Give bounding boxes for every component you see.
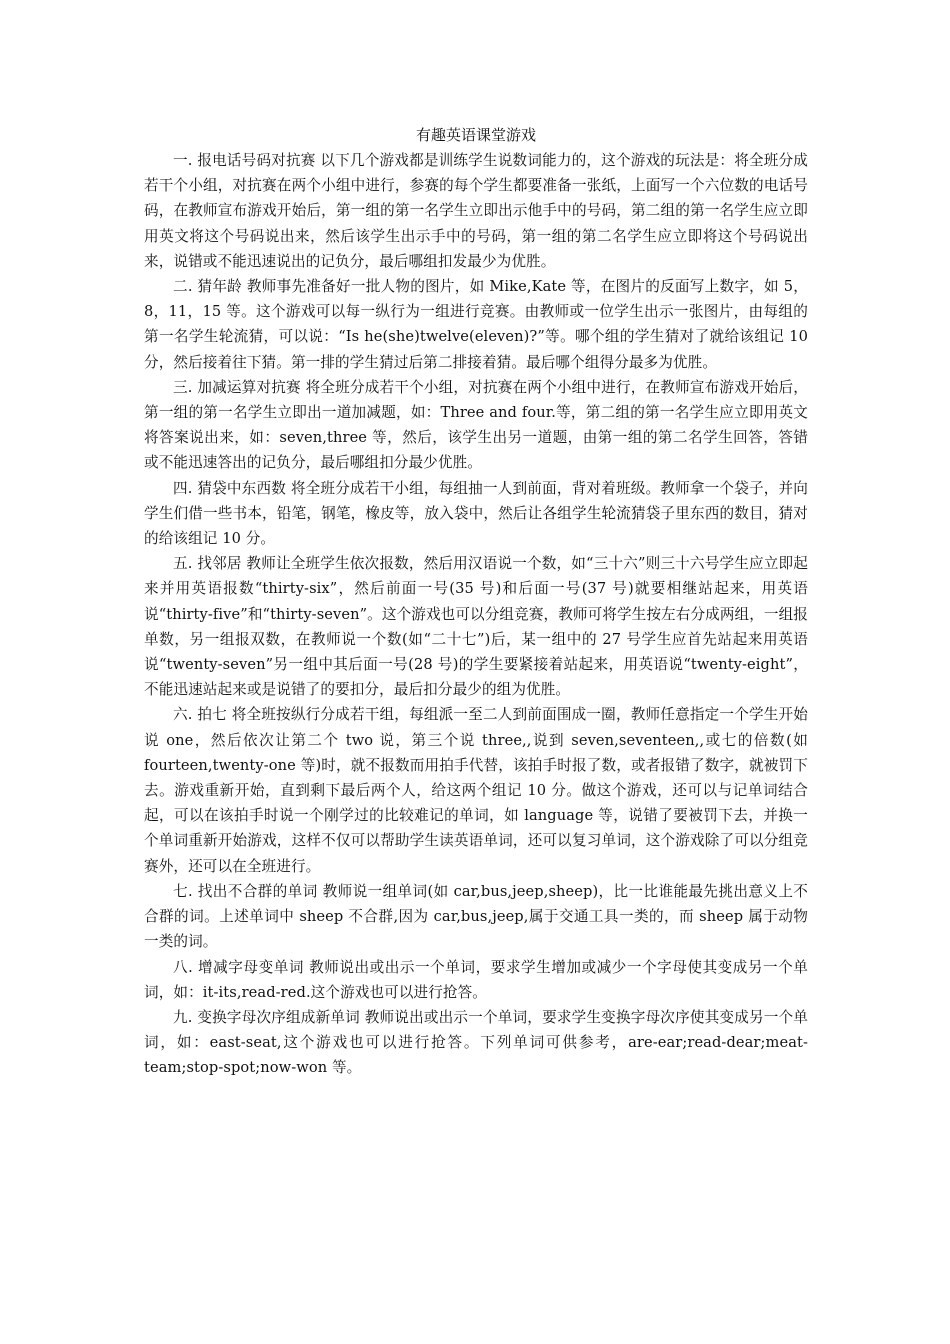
paragraph-7: 七. 找出不合群的单词 教师说一组单词(如 car,bus,jeep,sheep)，比一比谁能最先挑出意义上不合群的词。上述单词中 sheep 不合群,因为 car,bus,jeep,属于交通工具一类的，而 sheep 属于动物一类的词。	[144, 882, 808, 951]
paragraph-4: 四. 猜袋中东西数 将全班分成若干小组，每组抽一人到前面，背对着班级。教师拿一个袋子，并向学生们借一些书本，铅笔，钢笔，橡皮等，放入袋中，然后让各组学生轮流猜袋子里东西的数目，猜对的给该组记 10 分。	[144, 479, 808, 548]
paragraph-2: 二. 猜年龄 教师事先准备好一批人物的图片，如 Mike,Kate 等，在图片的反面写上数字，如 5，8，11，15 等。这个游戏可以每一纵行为一组进行竞赛。由教师或一位学生出示一张图片，由每组的第一名学生轮流猜，可以说：“Is he(she)twelve(eleven)?”等。哪个组的学生猜对了就给该组记 10 分，然后接着往下猜。第一排的学生猜过后第二排接着猜。最后哪个组得分最多为优胜。	[144, 278, 808, 371]
paragraph-3: 三. 加减运算对抗赛 将全班分成若干个小组，对抗赛在两个小组中进行，在教师宣布游戏开始后，第一组的第一名学生立即出一道加减题，如：Three and four.等，第二组的第一名学生应立即用英文将答案说出来，如：seven,three 等，然后，该学生出另一道题，由第一组的第二名学生回答，答错或不能迅速答出的记负分，最后哪组扣分最少优胜。	[144, 378, 808, 472]
paragraph-1: 一. 报电话号码对抗赛 以下几个游戏都是训练学生说数词能力的，这个游戏的玩法是：将全班分成若干个小组，对抗赛在两个小组中进行，参赛的每个学生都要准备一张纸，上面写一个六位数的电话号码，在教师宣布游戏开始后，第一组的第一名学生立即出示他手中的号码，第二组的第一名学生应立即用英文将这个号码说出来，然后该学生出示手中的号码，第一组的第二名学生应立即将这个号码说出来，说错或不能迅速说出的记负分，最后哪组扣发最少为优胜。	[144, 152, 808, 270]
document-title: 有趣英语课堂游戏	[415, 126, 536, 144]
paragraph-9: 九. 变换字母次序组成新单词 教师说出或出示一个单词，要求学生变换字母次序使其变成另一个单词，如：east-seat,这个游戏也可以进行抢答。下列单词可供参考，are-ear;read-dear;meat-team;stop-spot;now-won 等。	[144, 1008, 808, 1077]
paragraph-6: 六. 拍七 将全班按纵行分成若干组，每组派一至二人到前面围成一圈，教师任意指定一个学生开始说 one，然后依次让第二个 two 说，第三个说 three,,说到 seven,seventeen,,或七的倍数(如 fourteen,twenty-one 等)时，就不报数而用拍手代替，该拍手时报了数，或者报错了数字，就被罚下去。游戏重新开始，直到剩下最后两个人，给这两个组记 10 分。做这个游戏，还可以与记单词结合起，可以在该拍手时说一个刚学过的比较难记的单词，如 language 等，说错了要被罚下去，并换一个单词重新开始游戏，这样不仅可以帮助学生读英语单词，还可以复习单词，这个游戏除了可以分组竞赛外，还可以在全班进行。	[144, 706, 808, 875]
paragraph-5: 五. 找邻居 教师让全班学生依次报数，然后用汉语说一个数，如“三十六”则三十六号学生应立即起来并用英语报数“thirty-six”，然后前面一号(35 号)和后面一号(37 号)就要相继站起来，用英语说“thirty-five”和“thirty-seven”。这个游戏也可以分组竞赛，教师可将学生按左右分成两组，一组报单数，另一组报双数，在教师说一个数(如“二十七”)后，某一组中的 27 号学生应首先站起来用英语说“twenty-seven”另一组中其后面一号(28 号)的学生要紧接着站起来，用英语说“twenty-eight”，不能迅速站起来或是说错了的要扣分，最后扣分最少的组为优胜。	[144, 555, 808, 699]
document-page	[144, 122, 808, 1081]
paragraph-8: 八. 增减字母变单词 教师说出或出示一个单词，要求学生增加或减少一个字母使其变成另一个单词，如：it-its,read-red.这个游戏也可以进行抢答。	[144, 958, 808, 1001]
